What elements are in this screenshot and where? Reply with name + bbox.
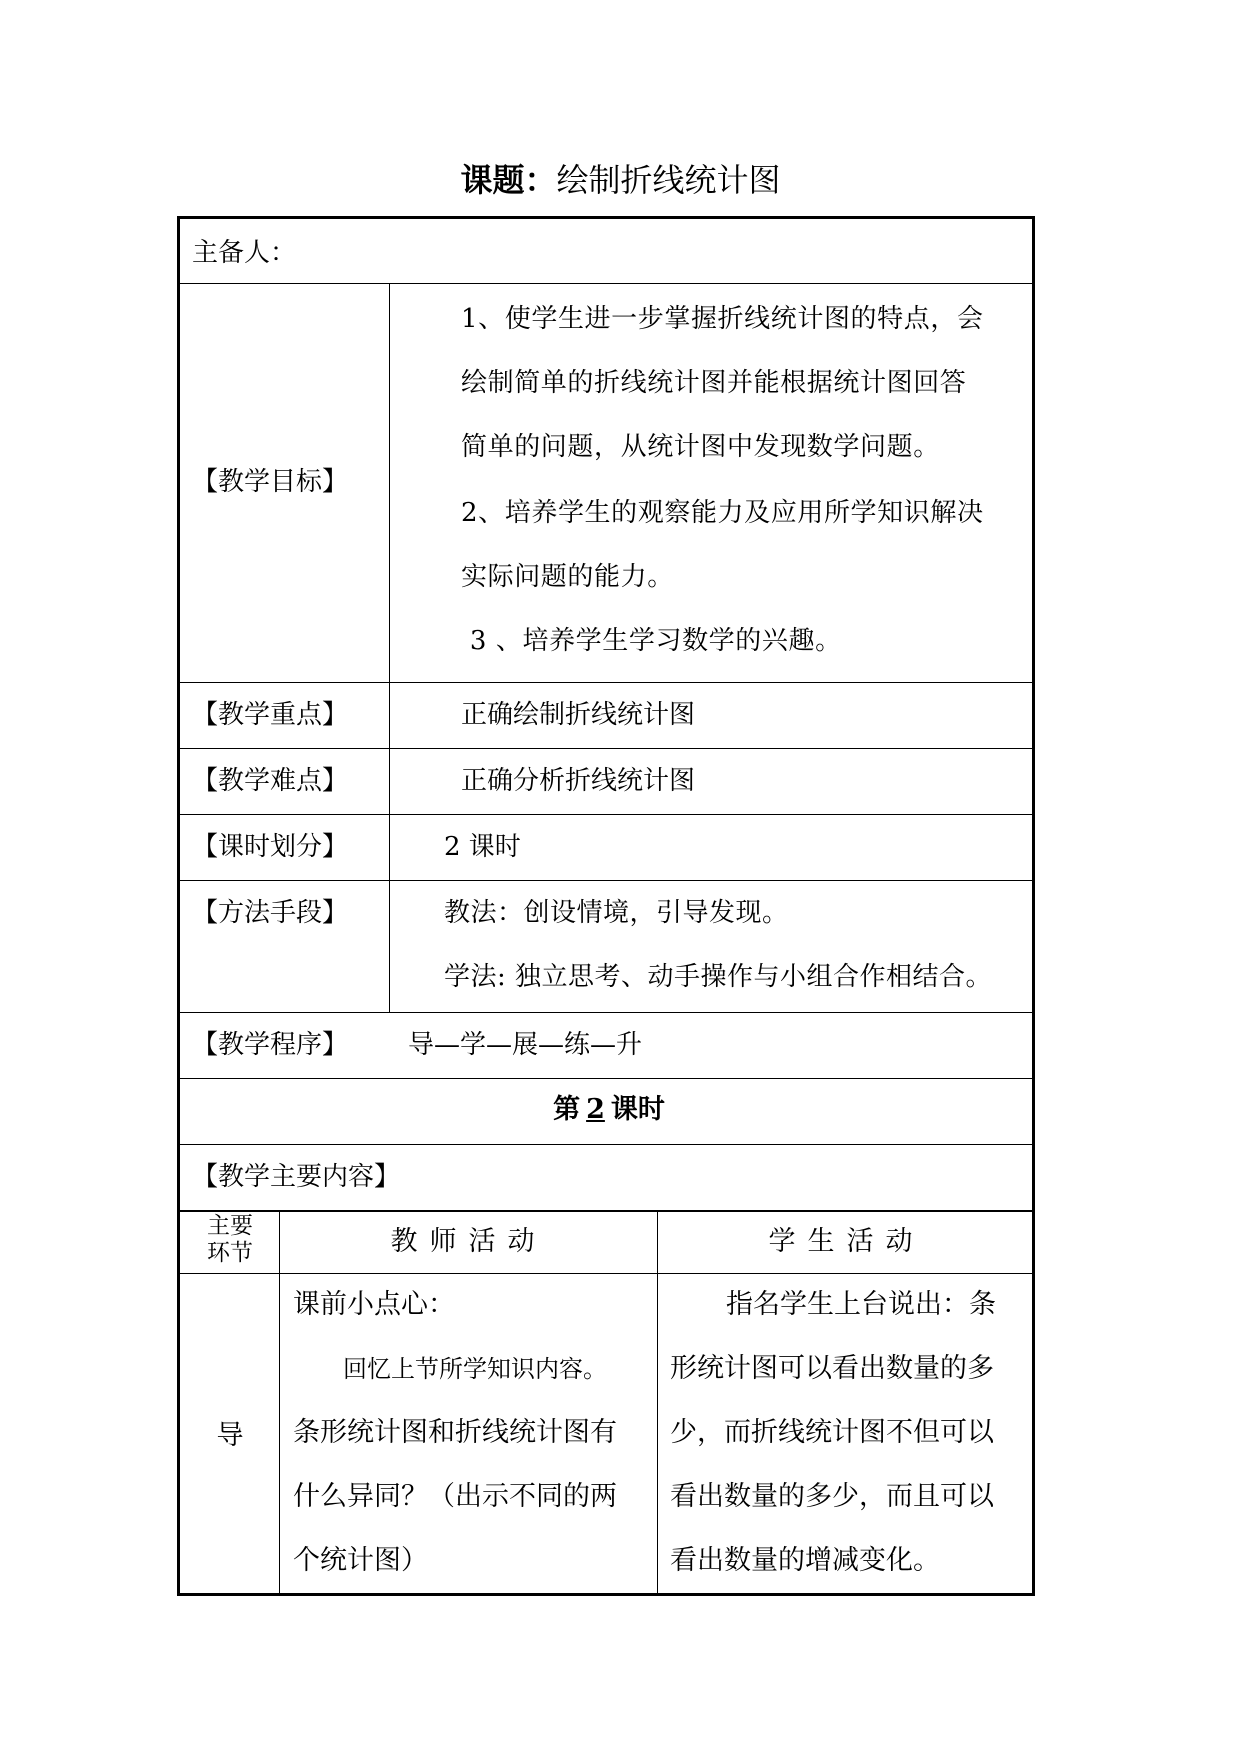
procedure-value: 导—学—展—练—升	[408, 1030, 643, 1060]
periods-value: 2 课时	[444, 832, 521, 862]
teacher-line: 回忆上节所学知识内容。	[343, 1355, 607, 1383]
row-divider	[180, 748, 1032, 749]
period-heading	[180, 1092, 1038, 1128]
stage-header-line2: 环节	[207, 1240, 253, 1266]
row-divider	[180, 1210, 1032, 1212]
methods-learning: 学法: 独立思考、动手操作与小组合作相结合。	[444, 962, 993, 992]
stage-column-divider	[279, 1210, 280, 1596]
difficulty-value: 正确分析折线统计图	[461, 766, 696, 796]
objectives-label: 【教学目标】	[192, 467, 349, 497]
title-label: 课题：	[460, 161, 557, 199]
title-text: 绘制折线统计图	[556, 161, 781, 199]
row-divider	[180, 1144, 1032, 1145]
student-line: 看出数量的多少，而且可以	[670, 1481, 994, 1512]
teacher-line: 个统计图）	[293, 1545, 428, 1576]
row-divider	[180, 1012, 1032, 1013]
document-title	[0, 158, 1241, 202]
row-divider	[180, 880, 1032, 881]
student-line: 看出数量的增减变化。	[670, 1545, 940, 1576]
preparer-label: 主备人：	[192, 238, 297, 268]
difficulty-label: 【教学难点】	[192, 766, 349, 796]
procedure-label: 【教学程序】	[192, 1030, 349, 1060]
student-line: 少，而折线统计图不但可以	[670, 1417, 994, 1448]
periods-label: 【课时划分】	[192, 832, 349, 862]
student-line: 指名学生上台说出：条	[726, 1289, 996, 1320]
student-line: 形统计图可以看出数量的多	[670, 1353, 994, 1384]
row-divider	[180, 814, 1032, 815]
teacher-activity-header: 教师活动	[390, 1226, 547, 1257]
label-column-divider	[389, 283, 390, 1012]
objective-line: 3 、培养学生学习数学的兴趣。	[461, 626, 842, 656]
main-content-label: 【教学主要内容】	[192, 1162, 401, 1192]
stage-cell: 导	[216, 1420, 244, 1451]
objective-line: 实际问题的能力。	[461, 562, 674, 592]
methods-label: 【方法手段】	[192, 898, 349, 928]
lesson-plan-table	[177, 216, 1035, 1596]
key-point-value: 正确绘制折线统计图	[461, 700, 696, 730]
teacher-line: 条形统计图和折线统计图有	[293, 1417, 617, 1448]
period-number: 2	[586, 1094, 605, 1125]
stage-header	[180, 1213, 280, 1267]
row-divider	[180, 1078, 1032, 1079]
objective-line: 绘制简单的折线统计图并能根据统计图回答	[461, 368, 967, 398]
teacher-line: 课前小点心：	[293, 1289, 455, 1320]
teacher-column-divider	[657, 1210, 658, 1596]
objective-line: 2、培养学生的观察能力及应用所学知识解决	[461, 498, 984, 528]
student-activity-header: 学生活动	[768, 1226, 925, 1257]
teacher-line: 什么异同？（出示不同的两	[293, 1481, 617, 1512]
stage-header-line1: 主要	[207, 1213, 253, 1239]
period-prefix: 第	[553, 1094, 581, 1125]
methods-teaching: 教法：创设情境，引导发现。	[444, 898, 789, 928]
objective-line: 1、使学生进一步掌握折线统计图的特点，会	[461, 304, 984, 334]
key-point-label: 【教学重点】	[192, 700, 349, 730]
row-divider	[180, 283, 1032, 284]
objective-line: 简单的问题，从统计图中发现数学问题。	[461, 432, 940, 462]
row-divider	[180, 682, 1032, 683]
period-suffix: 课时	[610, 1094, 665, 1125]
row-divider	[180, 1273, 1032, 1274]
